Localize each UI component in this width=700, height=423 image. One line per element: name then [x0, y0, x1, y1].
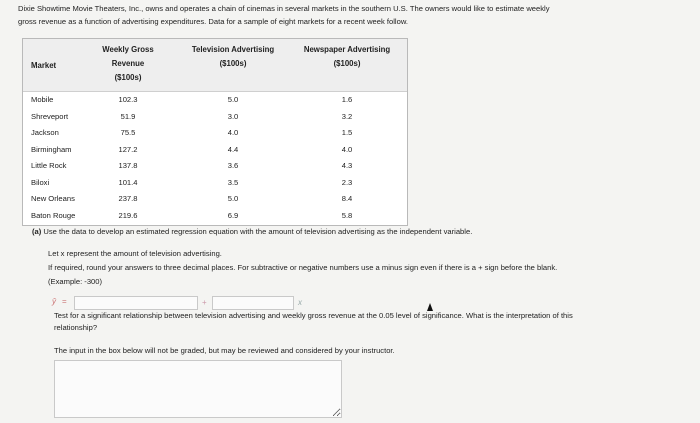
table-row: [23, 93, 407, 109]
table-row: [23, 176, 407, 192]
problem-intro: [18, 2, 690, 28]
table-row: [23, 110, 407, 126]
cell-newspaper: 1.5: [341, 128, 353, 137]
cell-market: Birmingham: [31, 144, 72, 154]
let-x-text: Let x represent the amount of television advertising.: [48, 249, 222, 258]
table-row: [23, 126, 407, 142]
table-row: [23, 159, 407, 175]
test-text-2: relationship?: [54, 323, 98, 332]
cell-revenue: 237.8: [118, 194, 138, 203]
mouse-cursor-icon: [427, 303, 433, 311]
cell-tv: 6.9: [227, 210, 239, 220]
test-question: [54, 310, 684, 334]
header-revenue: Weekly Gross Revenue ($100s): [102, 45, 154, 82]
yhat-symbol: ŷ: [52, 297, 56, 306]
header-newspaper: Newspaper Advertising ($100s): [303, 45, 391, 68]
cell-market: Shreveport: [31, 111, 69, 121]
cell-revenue: 75.5: [120, 128, 136, 137]
cell-tv: 5.0: [227, 95, 239, 104]
plus-sign: +: [202, 298, 207, 307]
cell-tv: 5.0: [227, 194, 239, 203]
intro-line-1: Dixie Showtime Movie Theaters, Inc., owns and operates a chain of cinemas in several markets in the southern U.S. The owners would like to estimate weekly: [18, 4, 550, 13]
rounding-instruction: If required, round your answers to three decimal places. For subtractive or negative numbers use a minus sign even if there is a + sign before the blank.: [48, 263, 558, 272]
cell-revenue: 101.4: [118, 177, 138, 187]
cell-newspaper: 8.4: [341, 194, 353, 203]
slope-input[interactable]: [212, 296, 294, 310]
table-row: [23, 209, 407, 225]
header-tv: Television Advertising ($100s): [191, 45, 275, 68]
table-row: [23, 143, 407, 159]
interpretation-textarea[interactable]: [54, 360, 342, 418]
cell-tv: 3.0: [227, 111, 239, 121]
part-a-text: Use the data to develop an estimated regression equation with the amount of television advertising as the independent variable.: [43, 227, 473, 236]
grading-note: The input in the box below will not be graded, but may be reviewed and considered by your instructor.: [54, 346, 395, 355]
table-header: [23, 39, 407, 92]
cell-tv: 4.0: [227, 128, 239, 137]
cell-newspaper: 4.0: [341, 144, 353, 154]
cell-market: Little Rock: [31, 161, 67, 170]
table-row: [23, 192, 407, 208]
cell-newspaper: 3.2: [341, 111, 353, 121]
cell-newspaper: 2.3: [341, 177, 353, 187]
cell-market: New Orleans: [31, 194, 75, 203]
cell-revenue: 219.6: [118, 210, 138, 220]
part-a: [32, 226, 472, 238]
cell-tv: 3.6: [227, 161, 239, 170]
cell-revenue: 102.3: [118, 95, 138, 104]
cell-tv: 3.5: [227, 177, 239, 187]
cell-market: Mobile: [31, 95, 54, 104]
cell-revenue: 137.8: [118, 161, 138, 170]
part-a-label: (a): [32, 227, 42, 236]
example-text: (Example: -300): [48, 277, 103, 286]
x-variable: x: [298, 298, 302, 307]
intro-line-2: gross revenue as a function of advertising expenditures. Data for a sample of eight markets for a recent week follow.: [18, 17, 409, 26]
equals-sign: =: [62, 297, 67, 306]
intercept-input[interactable]: [74, 296, 198, 310]
header-market: Market: [31, 61, 57, 70]
cell-newspaper: 5.8: [341, 210, 353, 220]
cell-tv: 4.4: [227, 144, 239, 154]
cell-market: Biloxi: [31, 177, 50, 187]
cell-revenue: 127.2: [118, 144, 138, 154]
test-text-1: Test for a significant relationship between television advertising and weekly gross revenue at the 0.05 level of significance. What is the interpretation of this: [54, 311, 573, 320]
cell-newspaper: 1.6: [341, 95, 353, 104]
cell-market: Jackson: [31, 128, 59, 137]
cell-market: Baton Rouge: [31, 210, 76, 220]
data-table: [22, 38, 408, 226]
cell-newspaper: 4.3: [341, 161, 353, 170]
cell-revenue: 51.9: [120, 111, 136, 121]
